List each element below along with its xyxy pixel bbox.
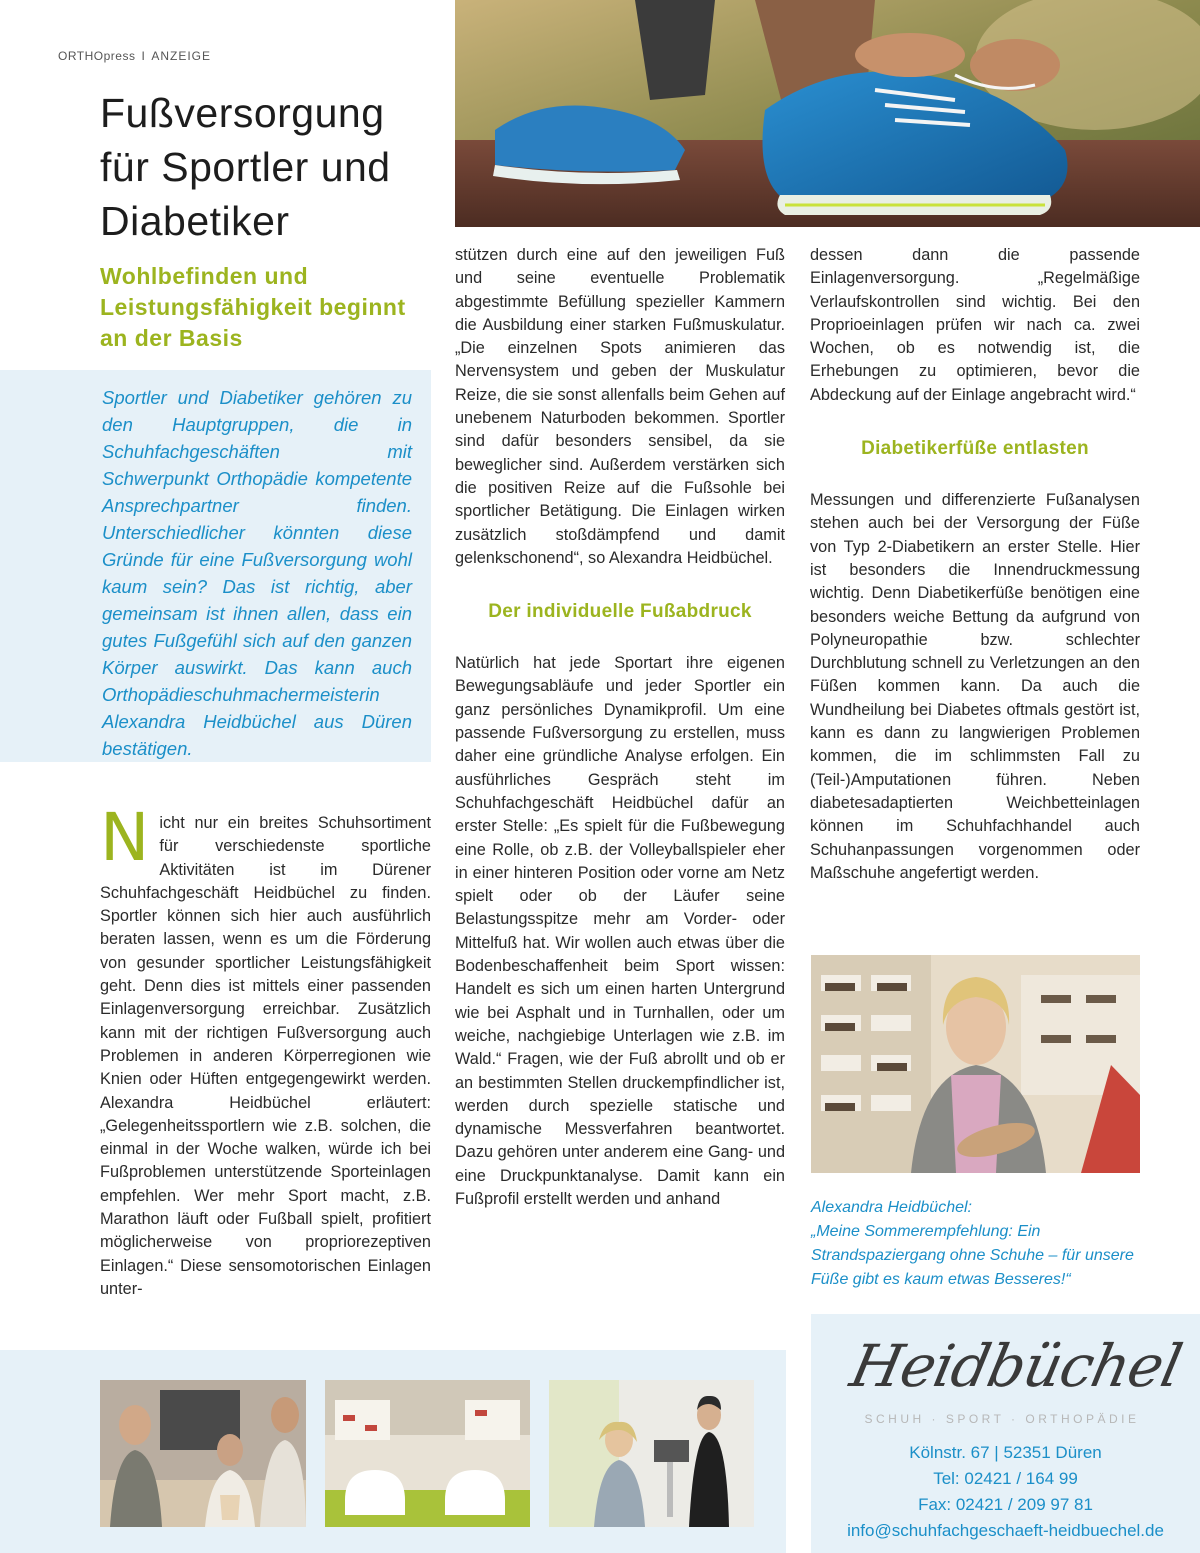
portrait-photo [811,955,1140,1173]
company-fax: Fax: 02421 / 209 97 81 [918,1495,1093,1514]
article-column-3 [810,244,1140,885]
page-header [58,49,211,63]
portrait-caption [811,1196,1141,1292]
portrait-illustration [811,955,1140,1173]
header-separator: I [141,49,146,63]
caption-name: Alexandra Heidbüchel: [811,1199,972,1216]
column-1-paragraph: icht nur ein breites Schuhsortiment für verschiedenste sportliche Aktivitäten ist im Dürener Schuhfachgeschäft Heidbüchel zu finden. Sportler können sich hier auch ausführlich beraten lassen, wenn es um die Förderung von gesunder sportlicher Leistungsfähigkeit geht. Denn dies ist mittels einer passenden Einlagenversorgung erreichbar. Zusätzlich kann mit der richtigen Fußversorgung auch Problemen in anderen Körperregionen wie Knien oder Hüften entgegengewirkt werden. Alexandra Heidbüchel erläutert: „Gelegenheitssportlern wie z.B. solchen, die einmal in der Woche walken, würde ich bei Fußproblemen unterstützende Sporteinlagen empfehlen. Wer mehr Sport macht, z.B. Marathon läuft oder Fußball spielt, profitiert möglicherweise von propriorezeptiven Einlagen.“ Diese sensomotorischen Einlagen unter- [100,814,431,1298]
company-phone: Tel: 02421 / 164 99 [933,1469,1078,1488]
intro-paragraph: Sportler und Diabetiker gehören zu den Hauptgruppen, die in Schuhfachgeschäften mit Schwerpunkt Orthopädie kompetente Ansprechpartner finden. Unterschiedlicher könnten diese Gründe für eine Fußversorgung wohl kaum sein? Das ist richtig, aber gemeinsam ist ihnen allen, dass ein gutes Fußgefühl sich auf den ganzen Körper auswirkt. Das kann auch Orthopädieschuhmachermeisterin Alexandra Heidbüchel aus Düren bestätigen. [102,387,412,759]
article-subheadline: Wohlbefinden und Leistungsfähigkeit beginnt an der Basis [100,263,406,351]
article-headline: Fußversorgung für Sportler und Diabetiker [100,90,391,244]
foot-analysis-photo [549,1380,754,1527]
article-column-1 [100,799,431,1301]
workshop-photo [100,1380,306,1527]
sneaker-photo-illustration [455,0,1200,227]
store-interior-photo [325,1380,530,1527]
column-3-paragraph-2: Messungen und differenzierte Fußanalysen stehen auch bei der Versorgung der Füße von Typ 2-Diabetikern an erster Stelle. Hier ist besonders die Innendruckmessung wichtig. Denn Diabetikerfüße benötigen eine besonders weiche Bettung da aufgrund von Polyneuropathie bzw. schlechter Durchblutung schnell zu Verletzungen an den Füßen kommen kann. Da auch die Wundheilung bei Diabetes oftmals gestört ist, kann es dann zu langwierigen Problemen kommen, die im schlimmsten Fall zu (Teil-)Amputationen führen. Neben diabetesadaptierten Weichbetteinlagen können im Schuhfachhandel auch Schuhanpassungen vorgenommen oder Maßschuhe angefertigt werden. [810,491,1140,882]
company-email-link[interactable]: info@schuhfachgeschaeft-heidbuechel.de [847,1521,1164,1540]
column-3-paragraph-1: dessen dann die passende Einlagenversorgung. „Regelmäßige Verlaufskontrollen sind wichtig. Bei den Proprioeinlagen prüfen wir nach ca. zwei Wochen, ob es notwendig ist, die Erhebungen zu optimieren, bevor die Abdeckung auf der Einlage angebracht wird.“ [810,246,1140,404]
caption-quote: „Meine Sommerempfehlung: Ein Strandspaziergang ohne Schuhe – für unsere Füße gibt es kaum etwas Besseres!“ [811,1223,1134,1288]
section-heading-footprint: Der individuelle Fußabdruck [488,601,752,623]
company-logo: Heidbüchel [844,1332,1188,1400]
foot-analysis-illustration [549,1380,754,1527]
workshop-illustration [100,1380,306,1527]
company-address: Kölnstr. 67 | 52351 Düren [909,1443,1102,1462]
drop-cap: N [100,799,150,876]
contact-details [811,1440,1200,1544]
article-column-2 [455,244,785,1211]
section-heading-diabetic: Diabetikerfüße entlasten [861,438,1089,460]
column-2-paragraph-1: stützen durch eine auf den jeweiligen Fuß und seine eventuelle Problematik abgestimmte Befüllung spezieller Kammern die Ausbildung einer starken Fußmuskulatur. „Die einzelnen Spots animieren das Nervensystem und geben der Muskulatur Reize, die sie sonst allenfalls beim Gehen auf unebenem Naturboden bekommen. Sportler sind dafür besonders sensibel, da sie beweglicher sind. Außerdem verstärken sich die positiven Reize auf die Fußsohle bei sportlicher Betätigung. Die Einlagen wirken zusätzlich stoßdämpfend und damit gelenkschonend“, so Alexandra Heidbüchel. [455,246,785,567]
advertisement-label: ANZEIGE [151,49,211,63]
company-tagline: SCHUH · SPORT · ORTHOPÄDIE [864,1412,1140,1426]
hero-photo [455,0,1200,227]
column-2-paragraph-2: Natürlich hat jede Sportart ihre eigenen Bewegungsabläufe und jeder Sportler ein ganz persönliches Dynamikprofil. Um eine passende Fußversorgung zu erstellen, muss daher eine gründliche Analyse erfolgen. Ein ausführliches Gespräch steht im Schuhfachgeschäft Heidbüchel dafür an erster Stelle: „Es spielt für die Fußbewegung eine Rolle, ob z.B. der Volleyballspieler eher in einer hinteren Position oder vorne am Netz spielt oder ob der Läufer seine Belastungsspitze mehr am Vorder- oder Mittelfuß hat. Wir wollen auch etwas über die Bodenbeschaffenheit beim Sport wissen: Handelt es sich um einen harten Untergrund wie bei Asphalt und in Turnhallen, oder um weiche, nachgiebige Unterlagen wie z.B. im Wald.“ Fragen, wie der Fuß abrollt und ob er an bestimmten Stellen druckempfindlicher ist, werden durch spezielle statische und dynamische Messverfahren beantwortet. Dazu gehören unter anderem eine Gang- und eine Druckpunktanalyse. Damit kann ein Fußprofil erstellt werden und anhand [455,654,785,1208]
publication-name: ORTHOpress [58,49,136,63]
store-illustration [325,1380,530,1527]
